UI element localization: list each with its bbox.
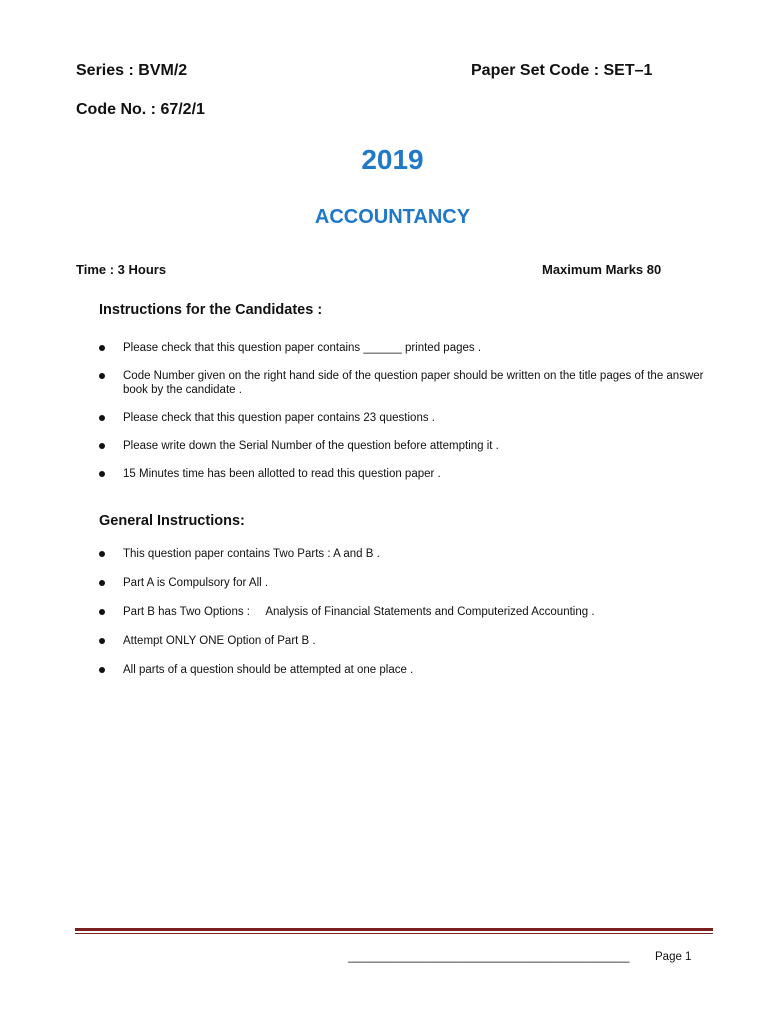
bullet-icon bbox=[99, 580, 105, 586]
general-instructions-heading: General Instructions: bbox=[99, 513, 245, 529]
list-item bbox=[99, 411, 719, 425]
instruction-text: Attempt ONLY ONE Option of Part B . bbox=[123, 635, 316, 647]
series-label: Series : BVM/2 bbox=[76, 62, 188, 79]
list-item bbox=[99, 341, 719, 355]
page-number: Page 1 bbox=[655, 951, 692, 963]
list-item bbox=[99, 634, 719, 648]
instruction-text: Code Number given on the right hand side of the question paper should be written on the title pages of the answer book by the candidate . bbox=[123, 370, 704, 396]
bullet-icon bbox=[99, 551, 105, 557]
subject-title: ACCOUNTANCY bbox=[314, 206, 471, 228]
instruction-text: Please check that this question paper contains ______ printed pages . bbox=[123, 342, 482, 354]
paper-set-code: Paper Set Code : SET–1 bbox=[471, 62, 653, 79]
bullet-icon bbox=[99, 373, 105, 379]
bullet-icon bbox=[99, 415, 105, 421]
code-number: Code No. : 67/2/1 bbox=[76, 101, 205, 118]
list-item bbox=[99, 663, 719, 677]
instruction-text: Part A is Compulsory for All . bbox=[123, 577, 269, 589]
instruction-text: 15 Minutes time has been allotted to read this question paper . bbox=[123, 468, 441, 480]
instruction-text: Please write down the Serial Number of the question before attempting it . bbox=[123, 440, 499, 452]
instruction-text: Please check that this question paper contains 23 questions . bbox=[123, 412, 435, 424]
time-allowed: Time : 3 Hours bbox=[76, 262, 167, 277]
candidate-instructions-list bbox=[99, 341, 719, 481]
candidate-instructions-heading: Instructions for the Candidates : bbox=[99, 302, 323, 318]
list-item bbox=[99, 547, 719, 561]
general-instructions-list bbox=[99, 547, 719, 677]
exam-year: 2019 bbox=[361, 144, 424, 175]
list-item bbox=[99, 576, 719, 590]
bullet-icon bbox=[99, 609, 105, 615]
bullet-icon bbox=[99, 471, 105, 477]
list-item bbox=[99, 369, 719, 397]
footer-divider bbox=[75, 928, 713, 931]
instruction-text: Part B has Two Options : Analysis of Financial Statements and Computerized Accounting . bbox=[123, 606, 595, 618]
maximum-marks: Maximum Marks 80 bbox=[542, 262, 662, 277]
bullet-icon bbox=[99, 443, 105, 449]
instruction-text: All parts of a question should be attempted at one place . bbox=[123, 664, 414, 676]
list-item bbox=[99, 467, 719, 481]
list-item bbox=[99, 439, 719, 453]
instruction-text: This question paper contains Two Parts : A and B . bbox=[123, 548, 380, 560]
list-item bbox=[99, 605, 719, 619]
footer-divider-thin bbox=[75, 933, 713, 934]
bullet-icon bbox=[99, 345, 105, 351]
bullet-icon bbox=[99, 667, 105, 673]
bullet-icon bbox=[99, 638, 105, 644]
footer-line: ____________________________________________ bbox=[348, 951, 630, 963]
